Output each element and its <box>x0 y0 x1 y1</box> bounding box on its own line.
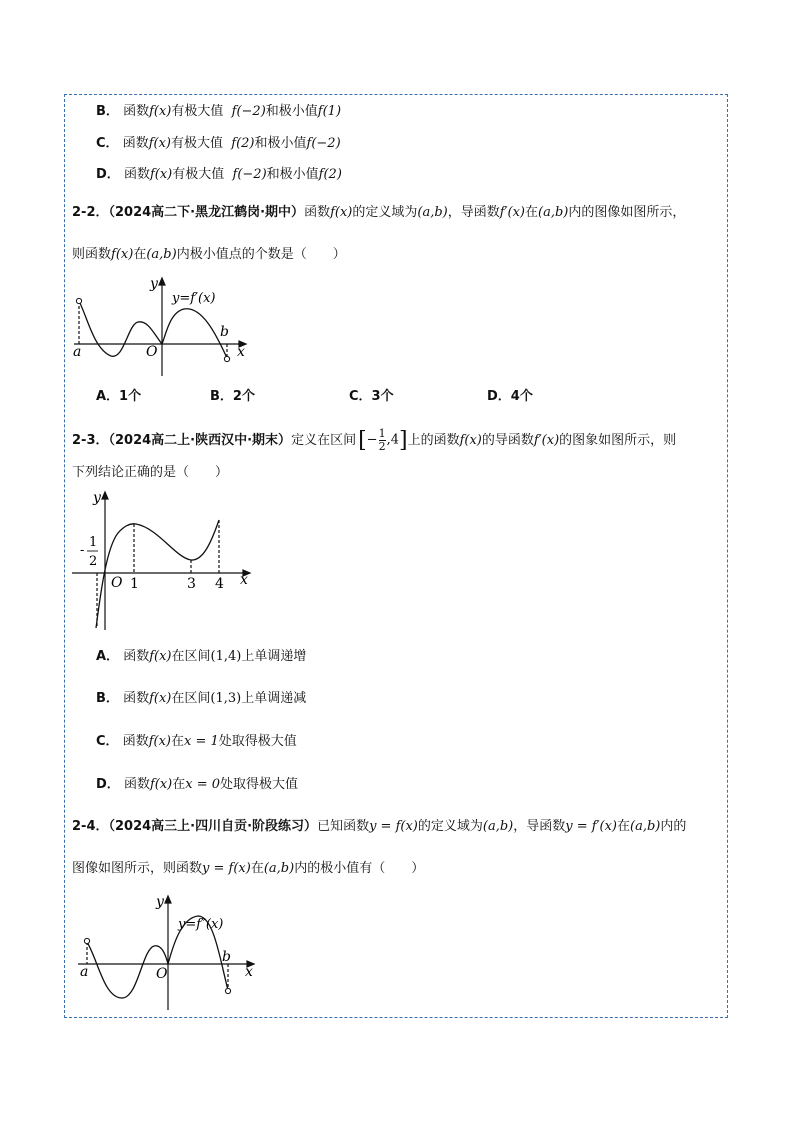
option-letter: D． <box>96 777 120 792</box>
origin-label: O <box>146 344 158 360</box>
question-source: （2024高二下·黑龙江鹤岗·期中） <box>108 205 305 220</box>
open-endpoint-a <box>84 938 89 943</box>
question-text: ，导函数 <box>447 205 500 220</box>
question-2-3-line-1 <box>72 428 676 453</box>
option-text: 函数 <box>123 104 150 119</box>
curve-label: y=f′(x) <box>172 291 216 306</box>
interval-right: ,4 <box>386 432 399 448</box>
derivative-curve <box>96 520 219 628</box>
question-number: 2-4． <box>72 819 109 834</box>
question-text: 在 <box>525 205 539 220</box>
option-text: 函数 <box>123 649 150 664</box>
math-value: f(−2) <box>232 167 267 182</box>
question-text: 内极小值点的个数是（ ） <box>176 247 346 262</box>
question-text: 内的 <box>660 819 687 834</box>
question-text: 的图象如图所示，则 <box>559 433 677 448</box>
math-value: f(2) <box>318 167 342 182</box>
question-text: 内的图像如图所示， <box>568 205 686 220</box>
graph-2-2 <box>66 274 256 384</box>
math-equation: x = 0 <box>185 777 221 792</box>
neg-half-numerator: 1 <box>89 535 98 550</box>
option-text: 有极大值 <box>172 167 225 182</box>
math-derivative: f′(x) <box>499 205 526 220</box>
option-text: 函数 <box>123 167 150 182</box>
option-letter: C． <box>96 136 119 151</box>
option-c-2-3[interactable] <box>96 733 297 751</box>
x-label: x <box>240 572 248 588</box>
question-text: 内的极小值有（ ） <box>294 861 425 876</box>
option-d-2-1[interactable] <box>96 166 342 184</box>
math-derivative: y = f′(x) <box>565 819 618 834</box>
math-fx: f(x) <box>148 136 171 151</box>
option-a-2-2[interactable] <box>96 388 141 406</box>
open-endpoint-b <box>225 988 230 993</box>
bracket-left: [ <box>358 427 367 453</box>
graph-2-3 <box>68 488 258 633</box>
y-label: y <box>156 894 164 910</box>
question-number: 2-3． <box>72 433 109 448</box>
question-text: 图像如图所示，则函数 <box>72 861 203 876</box>
option-text: 上单调递增 <box>241 649 307 664</box>
question-2-2-line-1 <box>72 204 685 222</box>
option-text: 函数 <box>122 136 149 151</box>
math-interval: (a,b) <box>417 205 448 220</box>
fraction-half <box>379 428 386 453</box>
option-label: B．2个 <box>210 389 255 404</box>
question-2-3-line-2 <box>72 464 228 482</box>
option-text: 和极小值 <box>254 136 307 151</box>
option-text: 处取得极大值 <box>218 734 297 749</box>
math-fx: f(x) <box>149 777 173 792</box>
question-text: 上的函数 <box>407 433 460 448</box>
question-text: 已知函数 <box>317 819 370 834</box>
y-axis-arrow-icon <box>165 896 171 903</box>
math-fx: f(x) <box>459 433 482 448</box>
question-text: 则函数 <box>72 247 112 262</box>
fraction-denominator: 2 <box>378 440 386 453</box>
question-text: 的导函数 <box>481 433 534 448</box>
option-b-2-3[interactable] <box>96 690 306 708</box>
option-letter: A． <box>96 649 120 664</box>
math-fx: f(x) <box>148 734 171 749</box>
math-derivative: f′(x) <box>533 433 560 448</box>
option-text: 有极大值 <box>171 104 224 119</box>
math-fx: f(x) <box>149 104 172 119</box>
fraction-numerator: 1 <box>378 427 386 440</box>
math-fx: f(x) <box>111 247 134 262</box>
option-text: 有极大值 <box>171 136 224 151</box>
y-label: y <box>93 490 101 506</box>
question-2-4-line-2 <box>72 860 424 878</box>
math-interval: (a,b) <box>263 861 295 876</box>
option-text: 函数 <box>123 777 150 792</box>
math-value: f(−2) <box>231 104 266 119</box>
origin-label: O <box>156 966 168 982</box>
neg-half-minus: - <box>80 543 85 558</box>
question-text: 函数 <box>304 205 331 220</box>
question-source: （2024高二上·陕西汉中·期末） <box>108 433 292 448</box>
option-a-2-3[interactable] <box>96 648 306 666</box>
option-d-2-2[interactable] <box>487 388 533 406</box>
a-label: a <box>73 344 82 360</box>
x-label: x <box>237 344 245 360</box>
question-number: 2-2． <box>72 205 109 220</box>
option-text: 上单调递减 <box>241 691 307 706</box>
math-interval: (a,b) <box>538 205 569 220</box>
question-2-2-line-2 <box>72 246 346 264</box>
option-letter: C． <box>96 734 119 749</box>
math-value: f(2) <box>231 136 255 151</box>
option-text: 在 <box>172 777 186 792</box>
option-text: 函数 <box>122 734 149 749</box>
math-interval: (a,b) <box>630 819 661 834</box>
curve-label: y=f″(x) <box>178 917 224 932</box>
neg-half-denominator: 2 <box>89 554 98 569</box>
question-text: ，导函数 <box>513 819 566 834</box>
math-interval: (a,b) <box>482 819 514 834</box>
math-fx: f(x) <box>149 167 173 182</box>
option-label: C．3个 <box>349 389 394 404</box>
minus-sign: − <box>366 432 378 448</box>
math-equation: x = 1 <box>184 734 219 749</box>
math-fx: f(x) <box>149 649 172 664</box>
math-value: f(1) <box>317 104 342 119</box>
question-text: 在 <box>133 247 147 262</box>
question-2-4-line-1 <box>72 818 686 836</box>
b-label: b <box>220 324 229 340</box>
option-letter: B． <box>96 104 119 119</box>
math-function: y = f(x) <box>369 819 418 834</box>
option-text: 处取得极大值 <box>220 777 299 792</box>
math-interval: (a,b) <box>146 247 177 262</box>
tick-label-1: 1 <box>130 576 139 592</box>
question-text: 在 <box>617 819 631 834</box>
y-label: y <box>150 276 158 292</box>
origin-label: O <box>111 575 123 591</box>
tick-label-4: 4 <box>215 576 224 592</box>
math-value: f(−2) <box>306 136 341 151</box>
open-endpoint-a <box>76 298 81 303</box>
option-c-2-1[interactable] <box>96 135 341 153</box>
question-source: （2024高三上·四川自贡·阶段练习） <box>108 819 318 834</box>
x-label: x <box>245 964 253 980</box>
option-text: 和极小值 <box>265 104 318 119</box>
question-text: 的定义域为 <box>417 819 483 834</box>
math-function: y = f(x) <box>202 861 251 876</box>
question-text: 的定义域为 <box>352 205 418 220</box>
math-interval: (1,4) <box>210 649 242 664</box>
bracket-right: ] <box>398 427 408 453</box>
option-c-2-2[interactable] <box>349 388 394 406</box>
math-fx: f(x) <box>149 691 172 706</box>
option-text: 在区间 <box>171 649 211 664</box>
option-text: 在 <box>171 734 185 749</box>
open-endpoint-b <box>224 356 229 361</box>
y-axis-arrow-icon <box>102 492 108 499</box>
option-d-2-3[interactable] <box>96 776 298 794</box>
y-axis-arrow-icon <box>159 278 165 285</box>
option-letter: D． <box>96 167 120 182</box>
math-fx: f(x) <box>330 205 353 220</box>
option-label: A．1个 <box>96 389 142 404</box>
option-label: D．4个 <box>487 389 533 404</box>
question-text: 在 <box>250 861 264 876</box>
option-text: 函数 <box>123 691 150 706</box>
option-b-2-1[interactable] <box>96 103 341 121</box>
option-text: 和极小值 <box>266 167 319 182</box>
math-interval: (1,3) <box>210 691 242 706</box>
option-letter: B． <box>96 691 119 706</box>
a-label: a <box>80 964 89 980</box>
question-text: 下列结论正确的是（ ） <box>72 465 229 480</box>
graph-2-4 <box>74 890 264 1012</box>
question-text: 定义在区间 <box>291 433 357 448</box>
option-text: 在区间 <box>171 691 211 706</box>
option-b-2-2[interactable] <box>210 388 255 406</box>
b-label: b <box>222 949 231 965</box>
tick-label-3: 3 <box>187 576 196 592</box>
